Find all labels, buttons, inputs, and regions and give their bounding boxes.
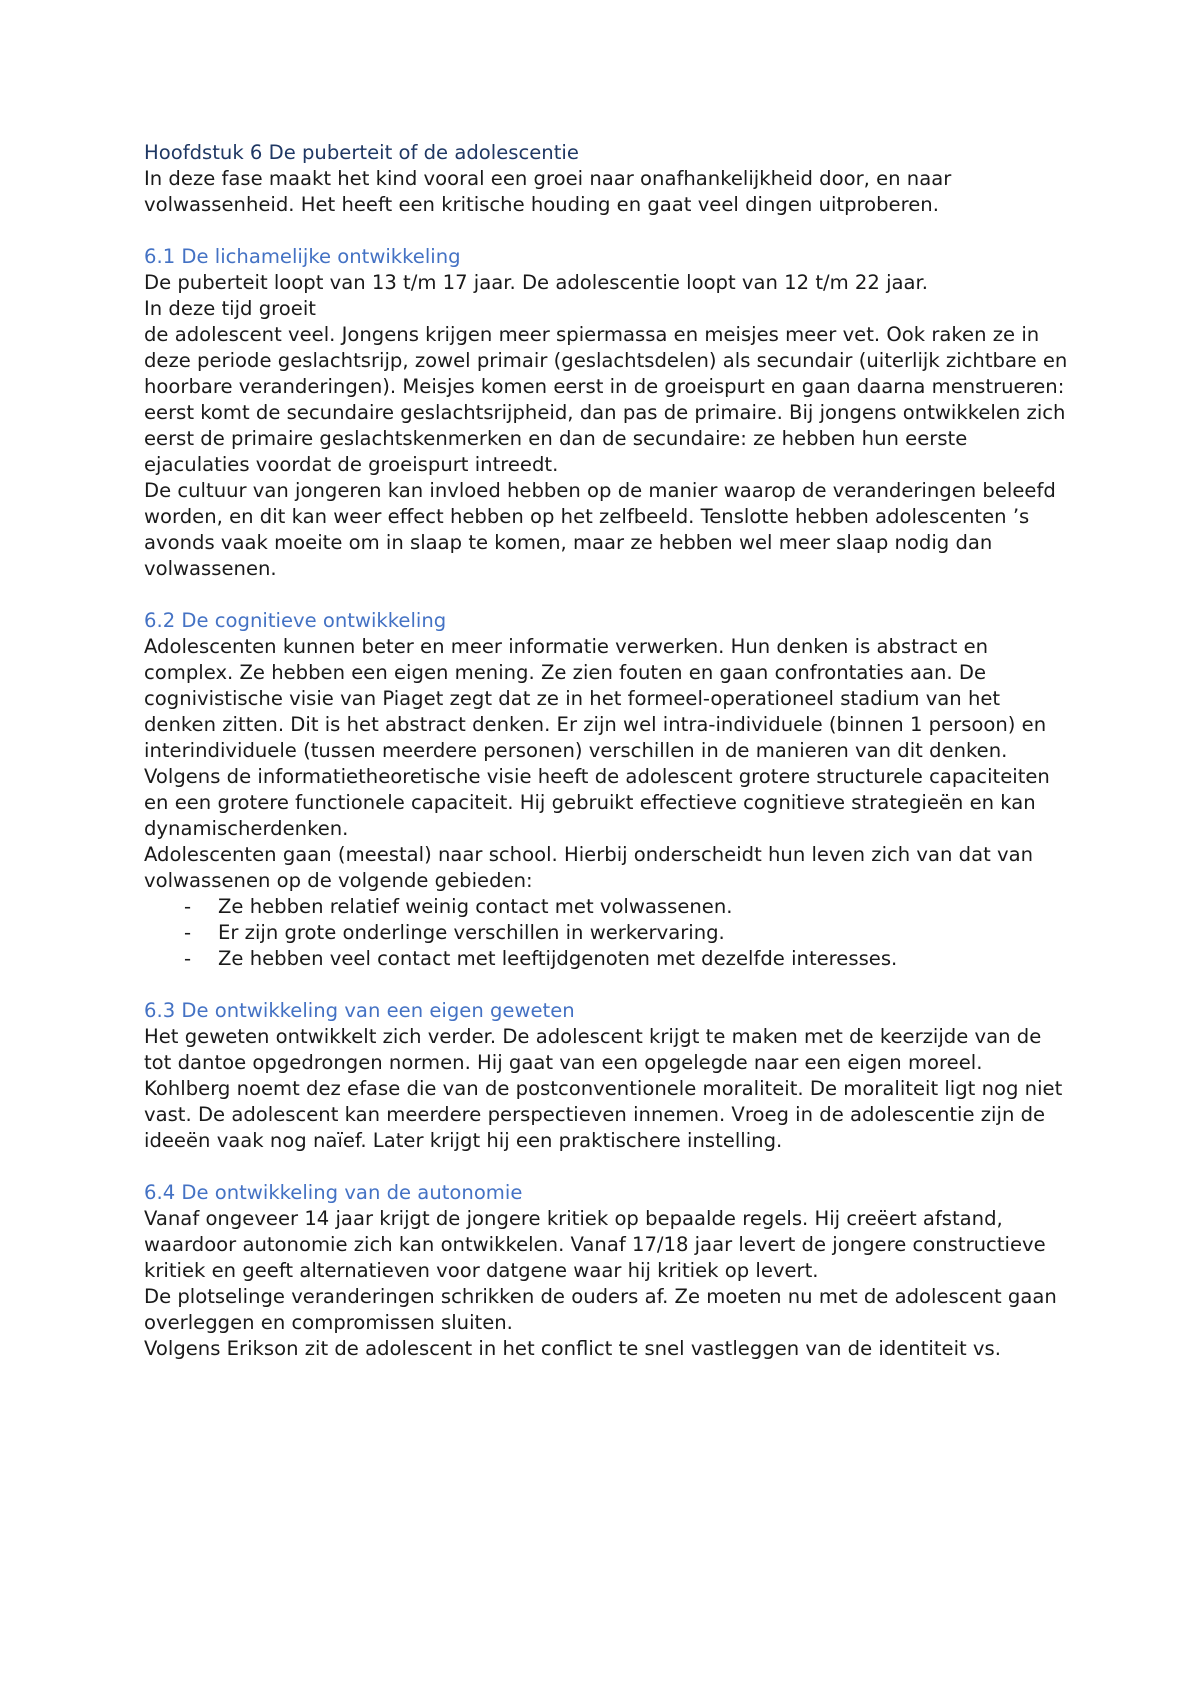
dash-bullet: - [184, 921, 192, 944]
section-heading: 6.2 De cognitieve ontwikkeling [144, 609, 447, 632]
dash-bullet: - [184, 895, 192, 918]
list-item-text: Ze hebben relatief weinig contact met volwassenen. [218, 895, 733, 918]
paragraph: Adolescenten gaan (meestal) naar school. Hierbij onderscheidt hun leven zich van dat van volwassenen op de volgende gebieden: [144, 843, 1034, 892]
section-6-2 [144, 608, 1074, 972]
paragraph: Adolescenten kunnen beter en meer informatie verwerken. Hun denken is abstract en complex. Ze hebben een eigen mening. Ze zien fouten en gaan confrontaties aan. De cognivistische visie van Piaget zegt dat ze in het formeel-operationeel stadium van het denken zitten. Dit is het abstract denken. Er zijn wel intra-individuele (binnen 1 persoon) en interindividuele (tussen meerdere personen) verschillen in de manieren van dit denken. [144, 635, 1047, 762]
list-item [144, 946, 1074, 972]
paragraph: De cultuur van jongeren kan invloed hebben op de manier waarop de veranderingen beleefd worden, en dit kan weer effect hebben op het zelfbeeld. Tenslotte hebben adolescenten ’s avonds vaak moeite om in slaap te komen, maar ze hebben wel meer slaap nodig dan volwassenen. [144, 479, 1056, 580]
paragraph: De plotselinge veranderingen schrikken de ouders af. Ze moeten nu met de adolescent gaan overleggen en compromissen sluiten. [144, 1285, 1057, 1334]
section-heading: 6.1 De lichamelijke ontwikkeling [144, 245, 461, 268]
list-item-text: Ze hebben veel contact met leeftijdgenoten met dezelfde interesses. [218, 947, 898, 970]
page-title: Hoofdstuk 6 De puberteit of de adolescentie [144, 141, 579, 164]
paragraph: De puberteit loopt van 13 t/m 17 jaar. De adolescentie loopt van 12 t/m 22 jaar. In deze tijd groeit de adolescent veel. Jongens krijgen meer spiermassa en meisjes meer vet. Ook raken ze in deze periode geslachtsrijp, zowel primair (geslachtsdelen) als secundair (uiterlijk zichtbare en hoorbare veranderingen). Meisjes komen eerst in de groeispurt en gaan daarna menstrueren: eerst komt de secundaire geslachtsrijpheid, dan pas de primaire. Bij jongens ontwikkelen zich eerst de primaire geslachtskenmerken en dan de secundaire: ze hebben hun eerste ejaculaties voordat de groeispurt intreedt. [144, 271, 1068, 476]
section-heading: 6.4 De ontwikkeling van de autonomie [144, 1181, 523, 1204]
list-item [144, 894, 1074, 920]
section-heading: 6.3 De ontwikkeling van een eigen geweten [144, 999, 575, 1022]
paragraph: Volgens Erikson zit de adolescent in het conflict te snel vastleggen van de identiteit vs. [144, 1337, 1001, 1360]
section-6-1 [144, 244, 1074, 582]
paragraph: Het geweten ontwikkelt zich verder. De adolescent krijgt te maken met de keerzijde van de tot dantoe opgedrongen normen. Hij gaat van een opgelegde naar een eigen moreel. Kohlberg noemt dez efase die van de postconventionele moraliteit. De moraliteit ligt nog niet vast. De adolescent kan meerdere perspectieven innemen. Vroeg in de adolescentie zijn de ideeën vaak nog naïef. Later krijgt hij een praktischere instelling. [144, 1025, 1063, 1152]
list-item-text: Er zijn grote onderlinge verschillen in werkervaring. [218, 921, 725, 944]
paragraph: Vanaf ongeveer 14 jaar krijgt de jongere kritiek op bepaalde regels. Hij creëert afstand, waardoor autonomie zich kan ontwikkelen. Vanaf 17/18 jaar levert de jongere constructieve kritiek en geeft alternatieven voor datgene waar hij kritiek op levert. [144, 1207, 1046, 1282]
section-6-4 [144, 1180, 1074, 1362]
list-item [144, 920, 1074, 946]
dash-bullet: - [184, 947, 192, 970]
intro-paragraph: In deze fase maakt het kind vooral een groei naar onafhankelijkheid door, en naar volwassenheid. Het heeft een kritische houding en gaat veel dingen uitproberen. [144, 167, 952, 216]
document-page [144, 140, 1074, 1362]
section-6-3 [144, 998, 1074, 1154]
paragraph: Volgens de informatietheoretische visie heeft de adolescent grotere structurele capaciteiten en een grotere functionele capaciteit. Hij gebruikt effectieve cognitieve strategieën en kan dynamischerdenken. [144, 765, 1050, 840]
bullet-list [144, 894, 1074, 972]
